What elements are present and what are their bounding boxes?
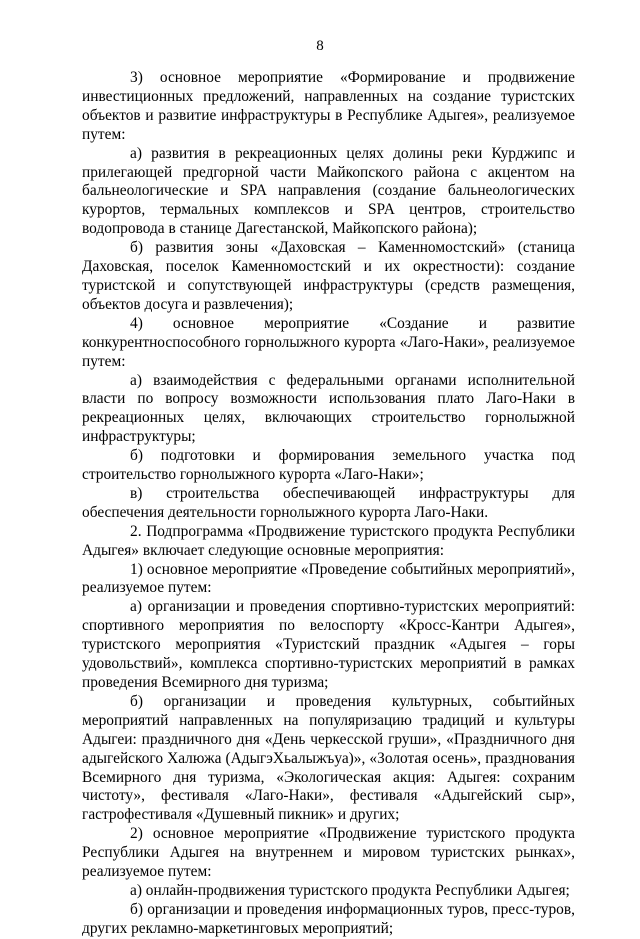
paragraph: б) организации и проведения информационных туров, пресс-туров, других рекламно-маркетинговых мероприятий; — [82, 900, 575, 937]
paragraph: а) онлайн-продвижения туристского продукта Республики Адыгея; — [130, 881, 570, 899]
paragraph: а) взаимодействия с федеральными органами исполнительной власти по вопросу возможности использования плато Лаго-Наки в рекреационных целях, включающих строительство горнолыжной инфраструктуры; — [82, 371, 575, 446]
paragraph: а) развития в рекреационных целях долины реки Курджипс и прилегающей предгорной части Майкопского района с акцентом на бальнеологические и SPA направления (создание бальнеологических курортов, термальных комплексов и SPA центров, строительство водопровода в станице Дагестанской, Майкопского района); — [82, 144, 575, 238]
paragraph: 2) основное мероприятие «Продвижение туристского продукта Республики Адыгея на внутреннем и мировом туристских рынках», реализуемое путем: — [82, 825, 575, 881]
paragraph: 4) основное мероприятие «Создание и развитие конкурентноспособного горнолыжного курорта «Лаго-Наки», реализуемое путем: — [82, 314, 575, 370]
paragraph: в) строительства обеспечивающей инфраструктуры для обеспечения деятельности горнолыжного курорта Лаго-Наки. — [82, 484, 575, 521]
paragraph: б) развития зоны «Даховская – Каменномостский» (станица Даховская, поселок Каменномостский и их окрестности): создание туристской и сопутствующей инфраструктуры (средств размещения, объектов досуга и развлечения); — [82, 239, 575, 313]
paragraph: 2. Подпрограмма «Продвижение туристского продукта Республики Адыгея» включает следующие основные мероприятия: — [82, 522, 575, 559]
paragraph: б) подготовки и формирования земельного участка под строительство горнолыжного курорта «Лаго-Наки»; — [82, 447, 575, 484]
paragraph: а) организации и проведения спортивно-туристских мероприятий: спортивного мероприятия по велоспорту «Кросс-Кантри Адыгея», туристского мероприятия «Туристский праздник «Адыгея – горы удовольствий», комплекса спортивно-туристских мероприятий в рамках проведения Всемирного дня туризма; — [82, 598, 575, 691]
paragraph: 1) основное мероприятие «Проведение событийных мероприятий», реализуемое путем: — [82, 560, 575, 597]
document-body — [82, 69, 575, 939]
paragraph: б) организации и проведения культурных, событийных мероприятий направленных на популяризацию традиций и культуры Адыгеи: праздничного дня «День черкесской груши», «Праздничного дня адыгейского Халюжа (АдыгэХьалыжъуа)», «Золотая осень», празднования Всемирного дня туризма, «Экологическая акция: Адыгея: сохраним чистоту», фестиваля «Лаго-Наки», фестиваля «Адыгейский сыр», гастрофестиваля «Душевный пикник» и других; — [82, 692, 575, 824]
page-number: 8 — [316, 38, 324, 54]
paragraph: 3) основное мероприятие «Формирование и продвижение инвестиционных предложений, направленных на создание туристских объектов и развитие инфраструктуры в Республике Адыгея», реализуемое путем: — [82, 69, 575, 143]
